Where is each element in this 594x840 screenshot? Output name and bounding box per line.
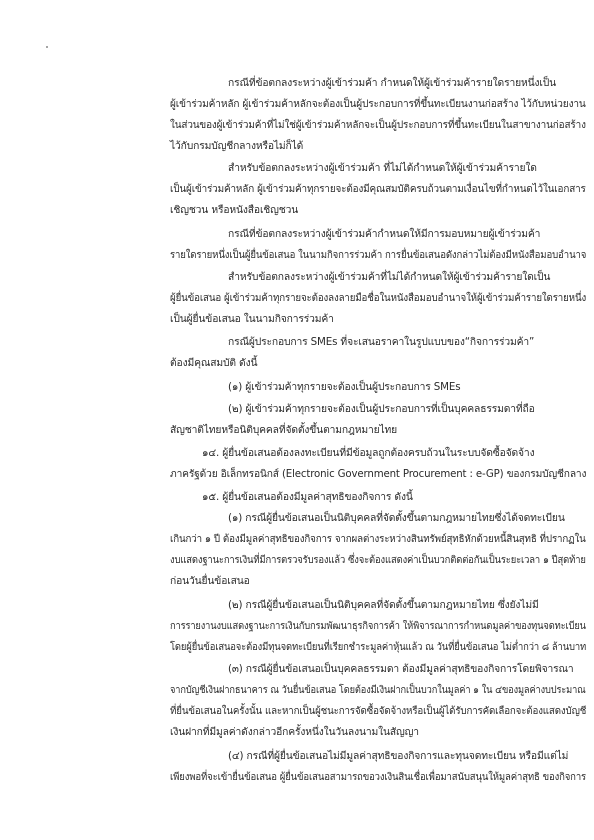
text-line: (๒) กรณีผู้ยื่นข้อเสนอเป็นนิติบุคคลที่จัดตั้งขึ้นตามกฎหมายไทย ซึ่งยังไม่มี [228,599,539,611]
text-line: (๑) ผู้เข้าร่วมค้าทุกรายจะต้องเป็นผู้ประกอบการ SMEs [228,381,461,393]
text-line: ต้องมีคุณสมบัติ ดังนี้ [170,357,258,369]
text-line: กรณีผู้ประกอบการ SMEs ที่จะเสนอราคาในรูปแบบของ“กิจการร่วมค้า” [228,336,535,348]
text-line: ที่ยื่นข้อเสนอในครั้งนั้น และหากเป็นผู้ชนะการจัดซื้อจัดจ้างหรือเป็นผู้ได้รับการคัดเลือกจะต้องแสดงบัญชี [170,705,587,717]
text-line: เกินกว่า ๑ ปี ต้องมีมูลค่าสุทธิของกิจการ จากผลต่างระหว่างสินทรัพย์สุทธิหักด้วยหนี้สินสุทธิ ที่ปรากฏใน [170,533,586,545]
text-line: กรณีที่ข้อตกลงระหว่างผู้เข้าร่วมค้า กำหนดให้ผู้เข้าร่วมค้ารายใดรายหนึ่งเป็น [228,77,557,89]
text-line: สัญชาติไทยหรือนิติบุคคลที่จัดตั้งขึ้นตามกฎหมายไทย [170,424,398,436]
text-line: ก่อนวันยื่นข้อเสนอ [170,575,250,587]
text-line: ผู้ยื่นข้อเสนอ ผู้เข้าร่วมค้าทุกรายจะต้องลงลายมือชื่อในหนังสือมอบอำนาจให้ผู้เข้าร่วมค้ารายใดรายหนึ่ง [170,292,587,304]
text-line: (๔) กรณีที่ผู้ยื่นข้อเสนอไม่มีมูลค่าสุทธิของกิจการและทุนจดทะเบียน หรือมีแต่ไม่ [228,750,569,762]
text-line: เป็นผู้เข้าร่วมค้าหลัก ผู้เข้าร่วมค้าทุกรายจะต้องมีคุณสมบัติครบถ้วนตามเงื่อนไขที่กำหนดไว้ในเอกสาร [170,183,586,195]
text-line: การรายงานงบแสดงฐานะการเงินกับกรมพัฒนาธุรกิจการค้า ให้พิจารณาการกำหนดมูลค่าของทุนจดทะเบียน [170,620,586,632]
text-line: ภาครัฐด้วย อิเล็กทรอนิกส์ (Electronic Government Procurement : e-GP) ของกรมบัญชีกลาง [170,468,587,480]
text-line: (๓) กรณีผู้ยื่นข้อเสนอเป็นบุคคลธรรมดา ต้องมีมูลค่าสุทธิของกิจการโดยพิจารณา [228,663,574,675]
text-line: (๒) ผู้เข้าร่วมค้าทุกรายจะต้องเป็นผู้ประกอบการที่เป็นบุคคลธรรมดาที่ถือ [228,403,535,415]
text-line: งบแสดงฐานะการเงินที่มีการตรวจรับรองแล้ว ซึ่งจะต้องแสดงค่าเป็นบวกติดต่อกันเป็นระยะเวลา ๑ ปีสุดท้าย [170,554,586,566]
text-line: เป็นผู้ยื่นข้อเสนอ ในนามกิจการร่วมค้า [170,313,334,325]
text-line: เชิญชวน หรือหนังสือเชิญชวน [170,204,299,216]
text-line: สำหรับข้อตกลงระหว่างผู้เข้าร่วมค้า ที่ไม่ได้กำหนดให้ผู้เข้าร่วมค้ารายใด [228,162,537,174]
text-line: จากบัญชีเงินฝากธนาคาร ณ วันยื่นข้อเสนอ โดยต้องมีเงินฝากเป็นบวกในมูลค่า ๑ ใน ๔ของมูลค่างบประมาณ [170,684,586,696]
text-line: (๑) กรณีผู้ยื่นข้อเสนอเป็นนิติบุคคลที่จัดตั้งขึ้นตามกฎหมายไทยซึ่งได้จดทะเบียน [228,512,565,524]
text-line: ในส่วนของผู้เข้าร่วมค้าที่ไม่ใช่ผู้เข้าร่วมค้าหลักจะเป็นผู้ประกอบการที่ขึ้นทะเบียนในสาขางานก่อสร้าง [170,119,586,131]
text-line: ๑๔. ผู้ยื่นข้อเสนอต้องลงทะเบียนที่มีข้อมูลถูกต้องครบถ้วนในระบบจัดซื้อจัดจ้าง [202,447,535,459]
text-line: ๑๕. ผู้ยื่นข้อเสนอต้องมีมูลค่าสุทธิของกิจการ ดังนี้ [202,491,413,503]
text-line: ผู้เข้าร่วมค้าหลัก ผู้เข้าร่วมค้าหลักจะต้องเป็นผู้ประกอบการที่ขึ้นทะเบียนงานก่อสร้าง ไว้กับหน่วยงาน [170,98,586,110]
text-line: เงินฝากที่มีมูลค่าดังกล่าวอีกครั้งหนึ่งในวันลงนามในสัญญา [170,726,419,738]
scan-speck [46,46,48,48]
text-line: โดยผู้ยื่นข้อเสนอจะต้องมีทุนจดทะเบียนที่เรียกชำระมูลค่าหุ้นแล้ว ณ วันที่ยื่นข้อเสนอ ไม่ต่ำกว่า ๘ ล้านบาท [170,641,587,653]
text-line: ไว้กับกรมบัญชีกลางหรือไม่ก็ได้ [170,140,304,152]
text-line: เพียงพอที่จะเข้ายื่นข้อเสนอ ผู้ยื่นข้อเสนอสามารถขอวงเงินสินเชื่อเพื่อมาสนับสนุนให้มูลค่าสุทธิ ของกิจการ [170,771,587,783]
text-line: สำหรับข้อตกลงระหว่างผู้เข้าร่วมค้าที่ไม่ได้กำหนดให้ผู้เข้าร่วมค้ารายใดเป็น [228,271,551,283]
text-line: กรณีที่ข้อตกลงระหว่างผู้เข้าร่วมค้ากำหนดให้มีการมอบหมายผู้เข้าร่วมค้า [228,228,541,240]
text-line: รายใดรายหนึ่งเป็นผู้ยื่นข้อเสนอ ในนามกิจการร่วมค้า การยื่นข้อเสนอดังกล่าวไม่ต้องมีหนังสือมอบอำนาจ [170,249,587,261]
